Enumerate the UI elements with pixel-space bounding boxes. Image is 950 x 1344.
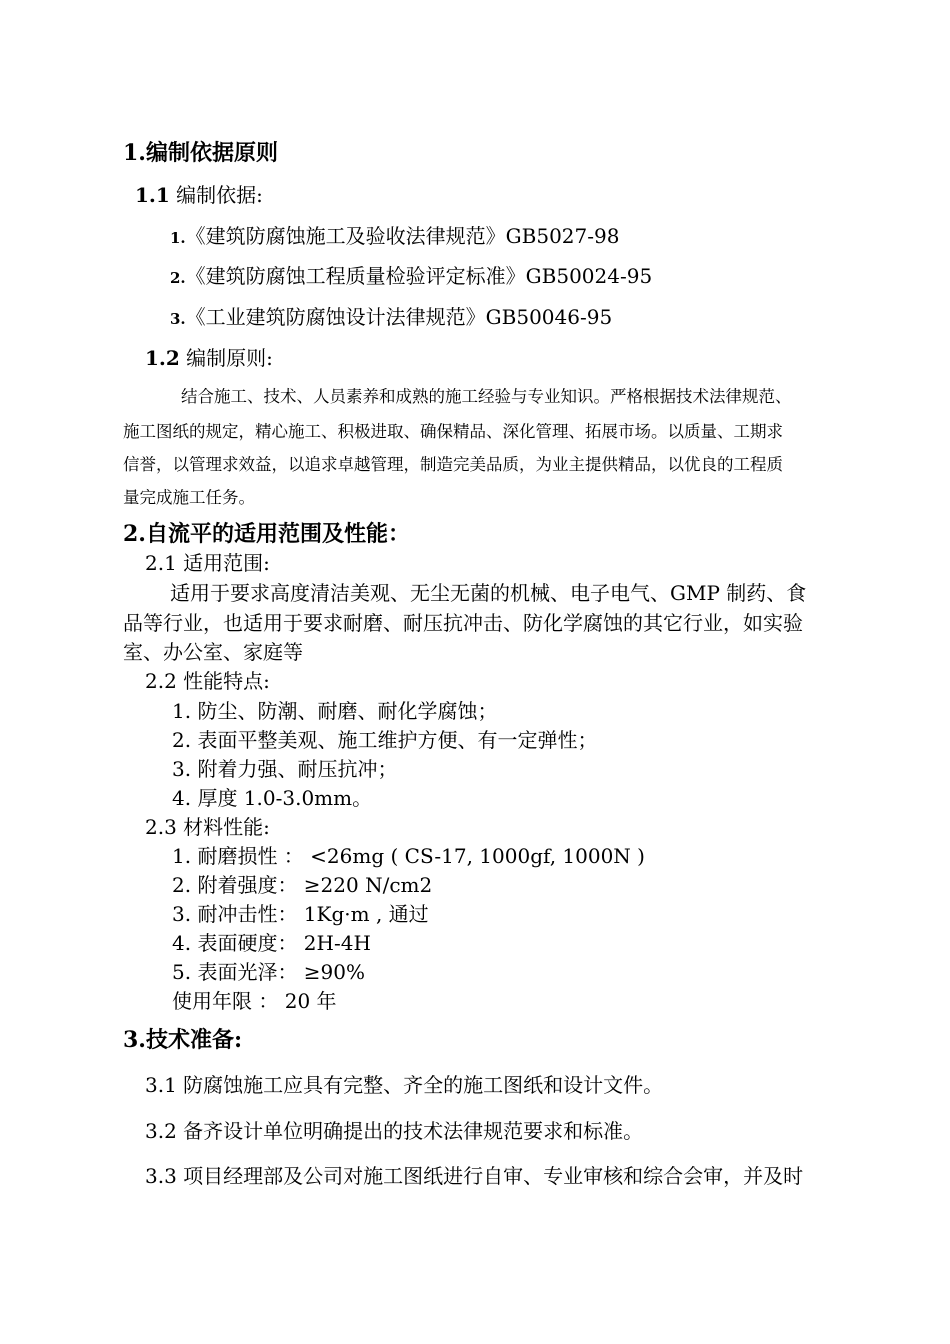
prep-item-1: 3.1 防腐蚀施工应具有完整、齐全的施工图纸和设计文件。 <box>145 1073 664 1097</box>
prep-item-3: 3.3 项目经理部及公司对施工图纸进行自审、专业审核和综合会审，并及时 <box>145 1164 804 1188</box>
subsection-1-2-heading <box>145 345 273 371</box>
principle-line-4: 量完成施工任务。 <box>123 488 255 507</box>
reference-item-1-text: 《建筑防腐蚀施工及验收法律规范》GB5027-98 <box>185 224 620 248</box>
reference-item-3-text: 《工业建筑防腐蚀设计法律规范》GB50046-95 <box>185 305 613 329</box>
subsection-1-2-label: 编制原则: <box>179 346 273 370</box>
reference-item-1 <box>170 223 619 251</box>
scope-line-1: 适用于要求高度清洁美观、无尘无菌的机械、电子电气、GMP 制药、食 <box>170 581 807 605</box>
principle-line-2: 施工图纸的规定，精心施工、积极进取、确保精品、深化管理、拓展市场。以质量、工期求 <box>123 422 783 441</box>
reference-item-1-number: 1. <box>170 229 186 247</box>
section-3-title: 3.技术准备: <box>123 1027 243 1053</box>
subsection-1-1-number: 1.1 <box>135 183 170 207</box>
subsection-2-3-heading: 2.3 材料性能: <box>145 815 270 839</box>
material-item-2: 2. 附着强度： ≥220 N/cm2 <box>172 873 433 897</box>
subsection-1-1-heading <box>135 182 263 208</box>
principle-line-1: 结合施工、技术、人员素养和成熟的施工经验与专业知识。严格根据技术法律规范、 <box>181 387 792 406</box>
subsection-2-2-heading: 2.2 性能特点: <box>145 669 270 693</box>
feature-item-4: 4. 厚度 1.0-3.0mm。 <box>172 786 373 810</box>
subsection-1-2-number: 1.2 <box>145 346 180 370</box>
reference-item-2-text: 《建筑防腐蚀工程质量检验评定标准》GB50024-95 <box>185 264 653 288</box>
feature-item-3: 3. 附着力强、耐压抗冲； <box>172 757 398 781</box>
reference-item-3 <box>170 304 612 332</box>
feature-item-1: 1. 防尘、防潮、耐磨、耐化学腐蚀； <box>172 699 498 723</box>
section-1-title: 1.编制依据原则 <box>123 140 278 166</box>
material-item-6: 使用年限 ： 20 年 <box>172 989 337 1013</box>
reference-item-3-number: 3. <box>170 310 186 328</box>
subsection-1-1-label: 编制依据: <box>169 183 263 207</box>
material-item-1: 1. 耐磨损性 ： <26mg ( CS-17, 1000gf, 1000N ) <box>172 844 645 868</box>
subsection-2-1-heading: 2.1 适用范围: <box>145 551 270 575</box>
section-2-title: 2.自流平的适用范围及性能： <box>123 521 410 547</box>
reference-item-2-number: 2. <box>170 269 186 287</box>
material-item-3: 3. 耐冲击性： 1Kg·m , 通过 <box>172 902 429 926</box>
scope-line-2: 品等行业，也适用于要求耐磨、耐压抗冲击、防化学腐蚀的其它行业，如实验 <box>123 611 803 635</box>
scope-line-3: 室、办公室、家庭等 <box>123 640 303 664</box>
feature-item-2: 2. 表面平整美观、施工维护方便、有一定弹性； <box>172 728 598 752</box>
material-item-5: 5. 表面光泽： ≥90% <box>172 960 366 984</box>
prep-item-2: 3.2 备齐设计单位明确提出的技术法律规范要求和标准。 <box>145 1119 644 1143</box>
reference-item-2 <box>170 263 652 291</box>
material-item-4: 4. 表面硬度： 2H-4H <box>172 931 371 955</box>
principle-line-3: 信誉，以管理求效益，以追求卓越管理，制造完美品质，为业主提供精品，以优良的工程质 <box>123 455 783 474</box>
